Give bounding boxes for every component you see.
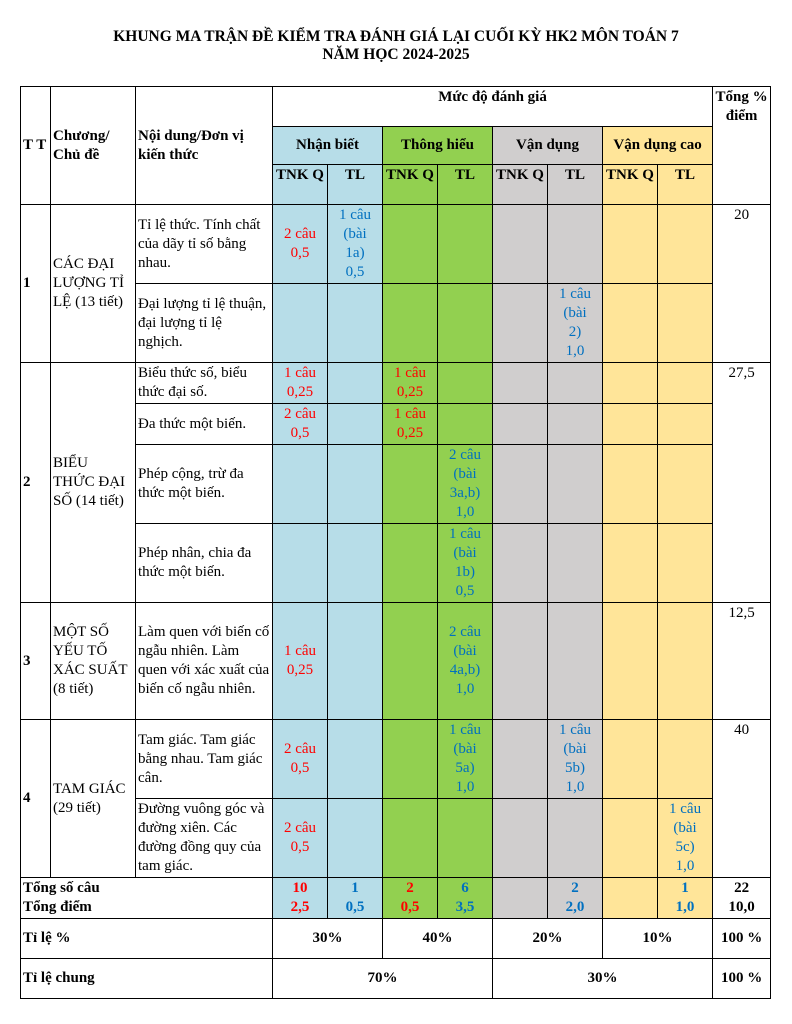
cell-nb-tnkq: 2 câu 0,5 [273, 404, 328, 445]
row-total: 20 [713, 205, 771, 363]
cell-th-tl: 1 câu (bài 1b) 0,5 [438, 524, 493, 603]
totals-nb-tl: 1 0,5 [328, 878, 383, 919]
cell-th-tl: 2 câu (bài 3a,b) 1,0 [438, 445, 493, 524]
percent-row [21, 919, 771, 959]
cell-nb-tnkq: 2 câu 0,5 [273, 799, 328, 878]
header-noidung: Nội dung/Đơn vị kiến thức [136, 87, 273, 205]
header-tt: T T [21, 87, 51, 205]
title-line-1: KHUNG MA TRẬN ĐỀ KIỂM TRA ĐÁNH GIÁ LẠI CUỐI KỲ HK2 MÔN TOÁN 7 [113, 28, 679, 45]
overall-percent-all: 100 % [713, 959, 771, 999]
header-chuong: Chương/ Chủ đề [51, 87, 136, 205]
row-content: Phép nhân, chia đa thức một biến. [136, 524, 273, 603]
header-vandung: Vận dụng [493, 127, 603, 165]
table-row [21, 205, 771, 284]
row-content: Tỉ lệ thức. Tính chất của dãy tỉ số bằng nhau. [136, 205, 273, 284]
header-thonghieu: Thông hiểu [383, 127, 493, 165]
percent-label: Tỉ lệ % [21, 919, 273, 959]
table-row [21, 363, 771, 404]
table-row [21, 720, 771, 799]
row-content: Biểu thức số, biểu thức đại số. [136, 363, 273, 404]
row-content: Đại lượng tỉ lệ thuận, đại lượng tỉ lệ nghịch. [136, 284, 273, 363]
totals-all: 22 10,0 [713, 878, 771, 919]
cell-vd-tl: 1 câu (bài 5b) 1,0 [548, 720, 603, 799]
percent-vdc: 10% [603, 919, 713, 959]
totals-vd-tl: 2 2,0 [548, 878, 603, 919]
title-line-2: NĂM HỌC 2024-2025 [322, 46, 470, 63]
overall-percent-label: Tỉ lệ chung [21, 959, 273, 999]
header-row-1 [21, 87, 771, 127]
cell-nb-tnkq: 1 câu 0,25 [273, 363, 328, 404]
row-content: Làm quen với biến cố ngẫu nhiên. Làm quen với xác xuất của biến cố ngẫu nhiên. [136, 603, 273, 720]
totals-nb-tnkq: 10 2,5 [273, 878, 328, 919]
percent-all: 100 % [713, 919, 771, 959]
header-nb-tl: TL [328, 165, 383, 205]
header-vandungcao: Vận dụng cao [603, 127, 713, 165]
cell-nb-tl: 1 câu (bài 1a) 0,5 [328, 205, 383, 284]
cell-vd-tl: 1 câu (bài 2) 1,0 [548, 284, 603, 363]
cell-vdc-tl: 1 câu (bài 5c) 1,0 [658, 799, 713, 878]
row-content: Đa thức một biến. [136, 404, 273, 445]
header-nb-tnkq: TNK Q [273, 165, 328, 205]
header-th-tl: TL [438, 165, 493, 205]
row-content: Tam giác. Tam giác bằng nhau. Tam giác cân. [136, 720, 273, 799]
totals-row [21, 878, 771, 919]
header-vd-tnkq: TNK Q [493, 165, 548, 205]
cell-th-tl: 1 câu (bài 5a) 1,0 [438, 720, 493, 799]
assessment-matrix-table [20, 86, 771, 999]
row-chuong: CÁC ĐẠI LƯỢNG TỈ LỆ (13 tiết) [51, 205, 136, 363]
row-tt: 1 [21, 205, 51, 363]
row-content: Đường vuông góc và đường xiên. Các đường đồng quy của tam giác. [136, 799, 273, 878]
cell-th-tnkq: 1 câu 0,25 [383, 363, 438, 404]
row-chuong: BIỂU THỨC ĐẠI SỐ (14 tiết) [51, 363, 136, 603]
header-mucdo: Mức độ đánh giá [273, 87, 713, 127]
totals-vdc-tl: 1 1,0 [658, 878, 713, 919]
row-total: 40 [713, 720, 771, 878]
header-vdc-tnkq: TNK Q [603, 165, 658, 205]
overall-percent-right: 30% [493, 959, 713, 999]
percent-vd: 20% [493, 919, 603, 959]
row-content: Phép cộng, trừ đa thức một biến. [136, 445, 273, 524]
cell-nb-tnkq: 1 câu 0,25 [273, 603, 328, 720]
row-tt: 3 [21, 603, 51, 720]
cell-nb-tnkq: 2 câu 0,5 [273, 720, 328, 799]
overall-percent-row [21, 959, 771, 999]
row-chuong: TAM GIÁC (29 tiết) [51, 720, 136, 878]
header-vd-tl: TL [548, 165, 603, 205]
cell-th-tnkq: 1 câu 0,25 [383, 404, 438, 445]
percent-th: 40% [383, 919, 493, 959]
cell-nb-tnkq: 2 câu 0,5 [273, 205, 328, 284]
totals-label: Tổng số câu Tổng điểm [21, 878, 273, 919]
row-tt: 4 [21, 720, 51, 878]
totals-th-tnkq: 2 0,5 [383, 878, 438, 919]
header-nhanbiet: Nhận biết [273, 127, 383, 165]
totals-th-tl: 6 3,5 [438, 878, 493, 919]
percent-nb: 30% [273, 919, 383, 959]
row-total: 27,5 [713, 363, 771, 603]
table-row [21, 603, 771, 720]
overall-percent-left: 70% [273, 959, 493, 999]
document-title [0, 28, 792, 64]
header-th-tnkq: TNK Q [383, 165, 438, 205]
header-tong: Tổng % điểm [713, 87, 771, 205]
row-total: 12,5 [713, 603, 771, 720]
row-chuong: MỘT SỐ YẾU TỐ XÁC SUẤT (8 tiết) [51, 603, 136, 720]
header-vdc-tl: TL [658, 165, 713, 205]
cell-th-tl: 2 câu (bài 4a,b) 1,0 [438, 603, 493, 720]
row-tt: 2 [21, 363, 51, 603]
